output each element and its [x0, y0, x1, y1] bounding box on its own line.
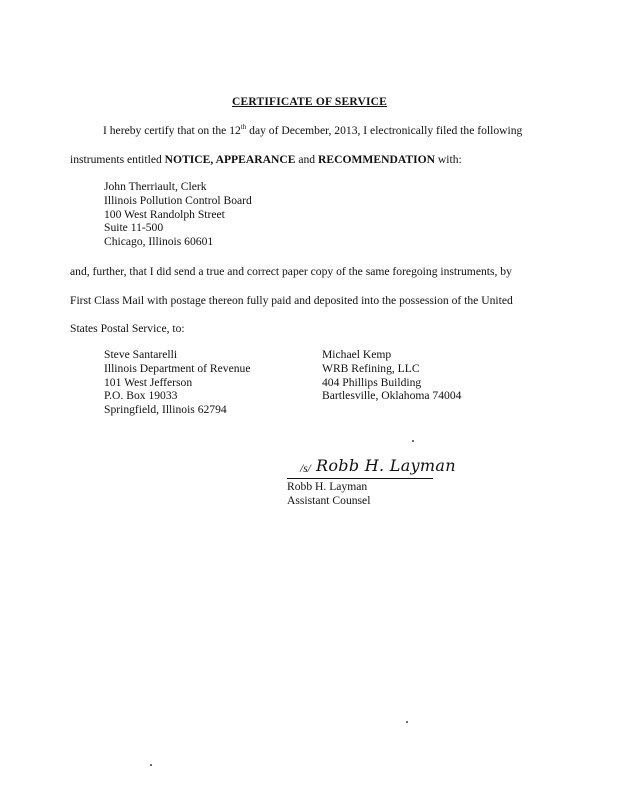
- address-line: P.O. Box 19033: [104, 389, 178, 403]
- address-line: 101 West Jefferson: [104, 375, 193, 389]
- ordinal-suffix: th: [240, 123, 247, 131]
- scan-speck: [150, 764, 152, 766]
- address-line: Suite 11-500: [104, 221, 164, 235]
- service-paragraph-line-3: States Postal Service, to:: [70, 322, 185, 335]
- address-line: WRB Refining, LLC: [322, 361, 420, 375]
- address-line: 100 West Randolph Street: [104, 207, 225, 221]
- page-title: CERTIFICATE OF SERVICE: [231, 96, 388, 108]
- certification-text-post: day of December, 2013, I electronically filed the following: [246, 124, 523, 137]
- address-line: Springfield, Illinois 62794: [104, 403, 227, 417]
- signer-block: [287, 480, 370, 508]
- certification-paragraph-line-2: [70, 153, 462, 167]
- signature-prefix: /s/: [300, 463, 311, 475]
- address-line: John Therriault, Clerk: [104, 180, 207, 193]
- address-line: Michael Kemp: [322, 348, 392, 361]
- recipient-right-address: [322, 348, 461, 403]
- instruments-text-post: with:: [435, 153, 462, 166]
- instruments-text-mid: and: [295, 153, 318, 166]
- instruments-bold-1: NOTICE, APPEARANCE: [164, 153, 296, 166]
- signature-script: Robb H. Layman: [316, 456, 456, 475]
- instruments-bold-2: RECOMMENDATION: [317, 153, 435, 166]
- scan-speck: [406, 721, 408, 723]
- primary-recipient-address: [104, 180, 252, 249]
- service-paragraph-line-2: First Class Mail with postage thereon fully paid and deposited into the possession of the United: [70, 294, 513, 307]
- certification-paragraph-line-1: [103, 124, 522, 138]
- recipient-left-address: [104, 348, 251, 417]
- address-line: Bartlesville, Oklahoma 74004: [322, 389, 462, 403]
- address-line: Chicago, Illinois 60601: [104, 235, 214, 249]
- address-line: Illinois Pollution Control Board: [104, 193, 252, 207]
- signer-role: Assistant Counsel: [287, 493, 371, 507]
- service-paragraph-line-1: and, further, that I did send a true and correct paper copy of the same foregoing instruments, by: [70, 265, 512, 278]
- scan-speck: [412, 440, 414, 442]
- signer-name: Robb H. Layman: [287, 480, 368, 493]
- address-line: 404 Phillips Building: [322, 375, 422, 389]
- address-line: Illinois Department of Revenue: [104, 361, 251, 375]
- certification-text-pre: I hereby certify that on the 12: [103, 124, 241, 137]
- instruments-text-pre: instruments entitled: [70, 153, 165, 166]
- address-line: Steve Santarelli: [104, 348, 178, 361]
